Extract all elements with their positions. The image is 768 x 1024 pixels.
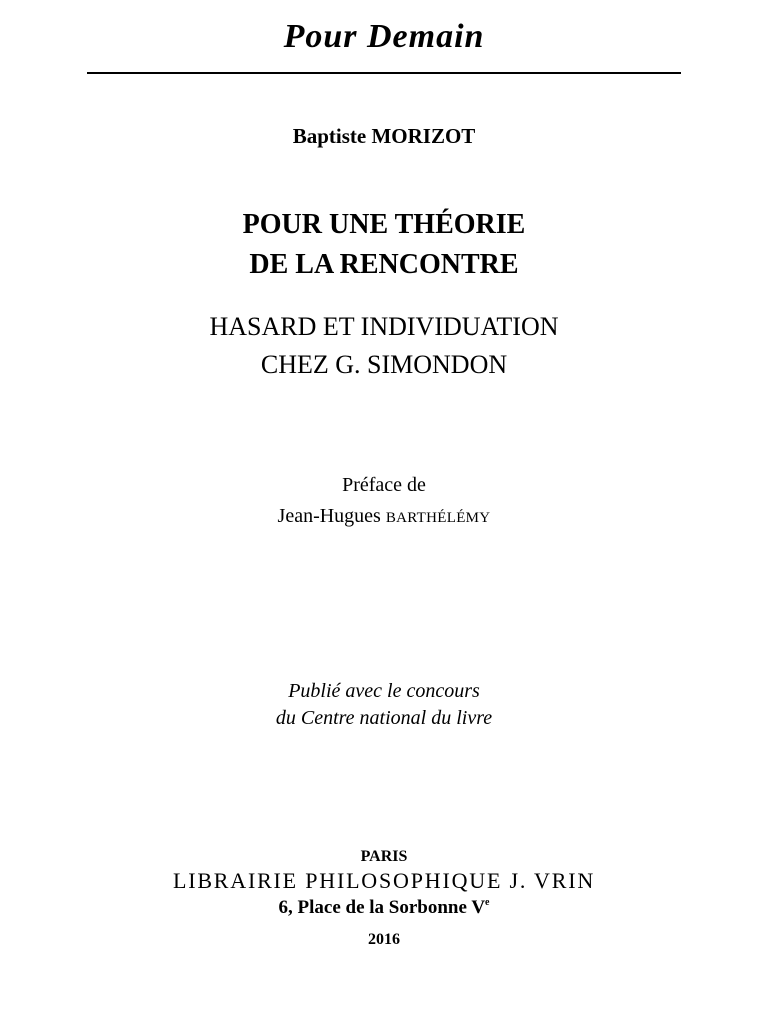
support-notice-line-2: du Centre national du livre [275,707,493,729]
book-subtitle-line-2: CHEZ G. SIMONDON [260,350,508,379]
publisher-address [0,897,768,919]
preface-author-last-name: BARTHÉLÉMY [385,510,491,526]
preface-author-first-name: Jean-Hugues [277,505,386,527]
support-notice-line-1: Publié avec le concours [288,680,480,702]
publisher-name: LIBRAIRIE PHILOSOPHIQUE J. VRIN [172,868,596,893]
preface-author [0,505,768,528]
publisher-address-text: 6, Place de la Sorbonne V [278,897,486,918]
book-subtitle-line-1: HASARD ET INDIVIDUATION [209,312,559,341]
title-rule [87,72,681,74]
series-title: Pour Demain [283,18,485,55]
author-name: Baptiste MORIZOT [292,124,476,148]
publisher-address-superscript: e [485,897,490,908]
book-title-line-2: DE LA RENCONTRE [249,249,519,280]
publication-year: 2016 [368,931,400,948]
preface-label: Préface de [342,474,426,496]
book-title-line-1: POUR UNE THÉORIE [242,209,526,240]
publisher-city: PARIS [360,848,408,865]
